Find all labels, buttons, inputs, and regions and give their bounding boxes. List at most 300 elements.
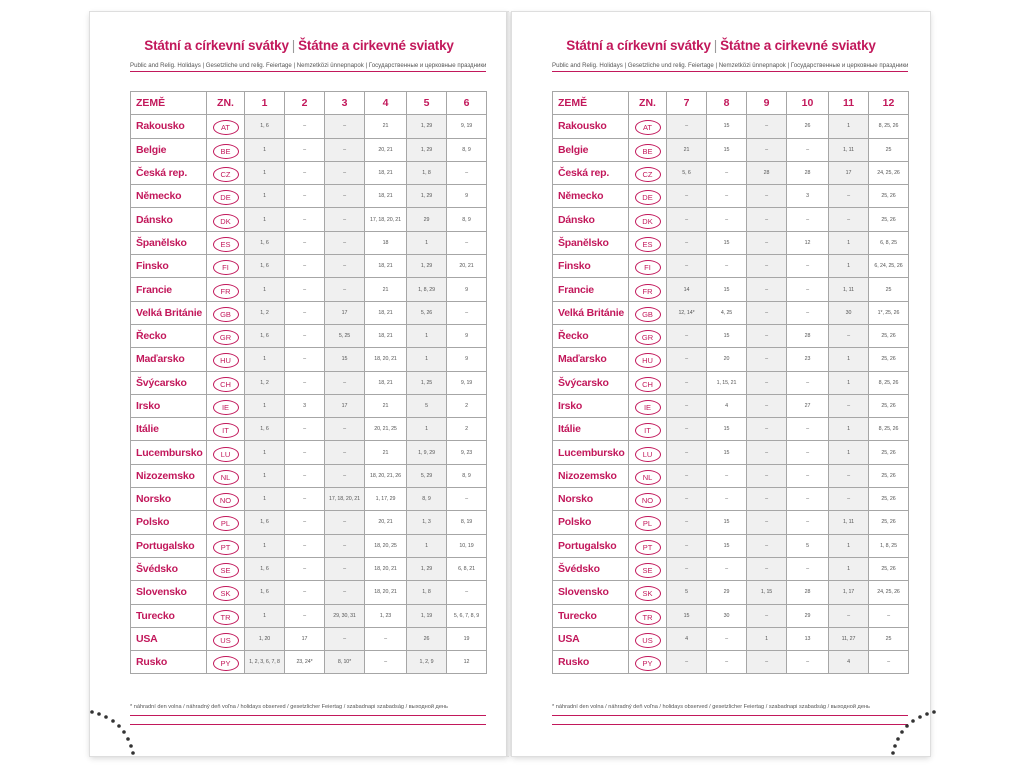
holiday-dates-cell: 1, 11 [829, 511, 869, 534]
country-name: Turecko [131, 604, 207, 627]
holiday-dates-cell: 1, 15, 21 [707, 371, 747, 394]
right-page [512, 12, 930, 756]
holiday-dates-cell: 1, 29 [407, 255, 447, 278]
holiday-dates-cell: 6, 24, 25, 26 [869, 255, 909, 278]
holiday-dates-cell: 5, 29 [407, 464, 447, 487]
country-code-badge: NL [635, 470, 661, 485]
header-month: 6 [447, 92, 487, 115]
holiday-dates-cell: – [747, 534, 787, 557]
country-code-badge: PT [213, 540, 239, 555]
country-code-badge: PY [635, 656, 661, 671]
holiday-dates-cell: – [787, 255, 829, 278]
country-code-badge: US [213, 633, 239, 648]
holiday-dates-cell: 1, 6 [245, 418, 285, 441]
table-row [131, 161, 487, 184]
holiday-dates-cell: 4, 25 [707, 301, 747, 324]
holiday-dates-cell: 10, 19 [447, 534, 487, 557]
table-row [131, 324, 487, 347]
holiday-dates-cell: 28 [747, 161, 787, 184]
country-code-badge: LU [213, 447, 239, 462]
holiday-dates-cell: 29 [407, 208, 447, 231]
country-code-badge: CH [213, 377, 239, 392]
table-row [553, 581, 909, 604]
holiday-dates-cell: 3 [285, 394, 325, 417]
holiday-dates-cell: – [285, 231, 325, 254]
table-row [553, 115, 909, 138]
country-code-cell [207, 627, 245, 650]
country-name: Lucembursko [131, 441, 207, 464]
holiday-dates-cell: 26 [787, 115, 829, 138]
holiday-dates-cell: – [747, 371, 787, 394]
holiday-dates-cell: 29 [707, 581, 747, 604]
holiday-dates-cell: 17 [285, 627, 325, 650]
holiday-dates-cell: 5 [407, 394, 447, 417]
table-row [131, 557, 487, 580]
holiday-dates-cell: 26 [407, 627, 447, 650]
holiday-dates-cell: – [667, 348, 707, 371]
holiday-dates-cell: – [285, 464, 325, 487]
holiday-dates-cell: 25 [869, 627, 909, 650]
country-code-badge: NO [635, 493, 661, 508]
country-code-badge: PT [635, 540, 661, 555]
holiday-dates-cell: 8, 9 [447, 464, 487, 487]
holiday-dates-cell: – [285, 115, 325, 138]
holiday-dates-cell: 1, 17, 29 [365, 488, 407, 511]
holiday-dates-cell: 17, 18, 20, 21 [325, 488, 365, 511]
country-code-cell [207, 511, 245, 534]
holiday-dates-cell: 15 [707, 511, 747, 534]
holiday-dates-cell: 1 [245, 138, 285, 161]
holiday-dates-cell: 17, 18, 20, 21 [365, 208, 407, 231]
holiday-dates-cell: – [869, 604, 909, 627]
holiday-dates-cell: 25, 26 [869, 348, 909, 371]
country-name: Portugalsko [553, 534, 629, 557]
country-code-badge: CZ [213, 167, 239, 182]
country-code-badge: IE [213, 400, 239, 415]
table-row [131, 255, 487, 278]
header-month: 10 [787, 92, 829, 115]
holiday-dates-cell: – [747, 324, 787, 347]
page-subtitle: Public and Relig. Holidays | Gesetzliche und relig. Feiertage | Nemzetközi ünnepnapok | Государственные и церковные праздники [130, 62, 486, 69]
holiday-dates-cell: 1, 2, 9 [407, 651, 447, 674]
footnote: * náhradní den volna / náhradný deň voľna / holidays observed / gesetzlicher Feiertag / szabadnapi szabadság / выходной день [552, 704, 870, 710]
holiday-dates-cell: – [747, 464, 787, 487]
holiday-dates-cell: 1 [829, 231, 869, 254]
table-row [131, 604, 487, 627]
country-code-cell [629, 324, 667, 347]
holiday-dates-cell: 18, 20, 21 [365, 557, 407, 580]
holiday-dates-cell: 1 [407, 324, 447, 347]
country-name: Francie [553, 278, 629, 301]
country-code-cell [629, 115, 667, 138]
country-name: Česká rep. [131, 161, 207, 184]
holiday-dates-cell: – [667, 418, 707, 441]
country-name: Švédsko [553, 557, 629, 580]
country-code-badge: SE [213, 563, 239, 578]
holiday-dates-cell: 15 [707, 534, 747, 557]
table-row [131, 278, 487, 301]
holiday-dates-cell: – [747, 115, 787, 138]
country-name: Maďarsko [131, 348, 207, 371]
holiday-dates-cell: 6, 8, 21 [447, 557, 487, 580]
holiday-dates-cell: 21 [365, 441, 407, 464]
holiday-dates-cell: – [707, 651, 747, 674]
table-row [131, 394, 487, 417]
holiday-dates-cell: 14 [667, 278, 707, 301]
holiday-dates-cell: – [787, 278, 829, 301]
country-code-cell [207, 371, 245, 394]
holiday-dates-cell: 1, 11 [829, 138, 869, 161]
country-name: Finsko [553, 255, 629, 278]
holiday-dates-cell: – [325, 161, 365, 184]
holiday-dates-cell: 30 [707, 604, 747, 627]
country-code-badge: FI [213, 260, 239, 275]
country-name: Belgie [131, 138, 207, 161]
country-name: Německo [131, 185, 207, 208]
holiday-dates-cell: 1 [829, 371, 869, 394]
holiday-dates-cell: – [325, 255, 365, 278]
country-code-badge: PY [213, 656, 239, 671]
table-row [131, 511, 487, 534]
country-code-cell [629, 185, 667, 208]
country-code-cell [207, 278, 245, 301]
footnote-rule [130, 715, 486, 716]
country-code-badge: PL [635, 516, 661, 531]
country-name: Španělsko [553, 231, 629, 254]
table-row [131, 208, 487, 231]
holiday-dates-cell: 9 [447, 324, 487, 347]
holiday-dates-cell: – [747, 301, 787, 324]
country-code-cell [629, 371, 667, 394]
subtitle-rule [130, 71, 486, 72]
subtitle-rule [552, 71, 908, 72]
holiday-dates-cell: 25, 26 [869, 185, 909, 208]
holiday-dates-cell: 25, 26 [869, 441, 909, 464]
table-row [553, 464, 909, 487]
country-code-badge: CZ [635, 167, 661, 182]
holiday-dates-cell: – [285, 371, 325, 394]
country-name: Irsko [553, 394, 629, 417]
country-code-badge: ES [213, 237, 239, 252]
holiday-dates-cell: 15 [707, 138, 747, 161]
country-name: Švédsko [131, 557, 207, 580]
country-name: Norsko [553, 488, 629, 511]
holiday-dates-cell: 15 [325, 348, 365, 371]
holiday-dates-cell: 21 [365, 394, 407, 417]
table-row [131, 651, 487, 674]
country-code-cell [629, 511, 667, 534]
holiday-dates-cell: – [829, 464, 869, 487]
holiday-dates-cell: 28 [787, 324, 829, 347]
holiday-dates-cell: 1, 3 [407, 511, 447, 534]
holiday-dates-cell: – [325, 581, 365, 604]
holiday-dates-cell: – [447, 161, 487, 184]
holiday-dates-cell: 1, 2 [245, 301, 285, 324]
holiday-dates-cell: 17 [325, 301, 365, 324]
holiday-dates-cell: – [747, 231, 787, 254]
table-row [553, 301, 909, 324]
country-name: Maďarsko [553, 348, 629, 371]
country-code-cell [629, 394, 667, 417]
holiday-dates-cell: 18 [365, 231, 407, 254]
holiday-dates-cell: 18, 21 [365, 185, 407, 208]
holiday-dates-cell: 5, 6 [667, 161, 707, 184]
country-name: Rusko [553, 651, 629, 674]
holiday-dates-cell: 1, 29 [407, 185, 447, 208]
holiday-dates-cell: – [667, 394, 707, 417]
holiday-dates-cell: – [667, 371, 707, 394]
holiday-dates-cell: 19 [447, 627, 487, 650]
country-name: Lucembursko [553, 441, 629, 464]
country-code-badge: AT [635, 120, 661, 135]
holiday-dates-cell: 25, 26 [869, 511, 909, 534]
holiday-table-right [552, 91, 909, 674]
holiday-dates-cell: 1, 8 [407, 161, 447, 184]
holiday-dates-cell: – [707, 255, 747, 278]
table-row [553, 348, 909, 371]
holiday-dates-cell: 25, 26 [869, 464, 909, 487]
holiday-dates-cell: 1 [407, 348, 447, 371]
country-code-badge: BE [635, 144, 661, 159]
country-name: Norsko [131, 488, 207, 511]
holiday-dates-cell: 24, 25, 26 [869, 581, 909, 604]
holiday-dates-cell: 23, 24* [285, 651, 325, 674]
holiday-dates-cell: 1, 23 [365, 604, 407, 627]
country-code-cell [207, 604, 245, 627]
country-code-badge: GB [635, 307, 661, 322]
country-code-cell [207, 581, 245, 604]
holiday-dates-cell: 1 [245, 185, 285, 208]
holiday-dates-cell: 1 [407, 534, 447, 557]
holiday-dates-cell: 1, 25 [407, 371, 447, 394]
holiday-dates-cell: 1, 6 [245, 581, 285, 604]
holiday-dates-cell: 1 [829, 418, 869, 441]
holiday-dates-cell: – [285, 324, 325, 347]
holiday-dates-cell: 12 [447, 651, 487, 674]
country-name: Francie [131, 278, 207, 301]
country-code-badge: IT [213, 423, 239, 438]
holiday-dates-cell: – [707, 185, 747, 208]
bottom-rule [130, 724, 486, 725]
holiday-dates-cell: – [325, 231, 365, 254]
holiday-dates-cell: – [747, 255, 787, 278]
holiday-dates-cell: 23 [787, 348, 829, 371]
country-name: Řecko [553, 324, 629, 347]
holiday-dates-cell: – [787, 138, 829, 161]
holiday-dates-cell: – [285, 418, 325, 441]
holiday-dates-cell: 1, 29 [407, 557, 447, 580]
header-month: 3 [325, 92, 365, 115]
holiday-dates-cell: 4 [667, 627, 707, 650]
holiday-dates-cell: – [667, 534, 707, 557]
header-country: ZEMĚ [553, 92, 629, 115]
holiday-dates-cell: – [747, 441, 787, 464]
holiday-dates-cell: 18, 21 [365, 161, 407, 184]
holiday-dates-cell: – [325, 278, 365, 301]
holiday-dates-cell: 1 [407, 418, 447, 441]
country-code-badge: CH [635, 377, 661, 392]
holiday-dates-cell: 18, 21 [365, 301, 407, 324]
table-row [131, 115, 487, 138]
country-code-cell [629, 138, 667, 161]
table-row [553, 441, 909, 464]
country-code-cell [207, 534, 245, 557]
holiday-dates-cell: – [707, 627, 747, 650]
header-month: 11 [829, 92, 869, 115]
holiday-dates-cell: – [285, 208, 325, 231]
holiday-dates-cell: 24, 25, 26 [869, 161, 909, 184]
country-code-badge: GR [635, 330, 661, 345]
country-name: Belgie [553, 138, 629, 161]
holiday-dates-cell: – [447, 581, 487, 604]
holiday-dates-cell: – [747, 511, 787, 534]
holiday-dates-cell: – [747, 185, 787, 208]
holiday-dates-cell: – [447, 488, 487, 511]
holiday-dates-cell: 1, 8, 29 [407, 278, 447, 301]
holiday-dates-cell: – [787, 371, 829, 394]
table-row [131, 185, 487, 208]
holiday-dates-cell: – [707, 161, 747, 184]
holiday-dates-cell: – [747, 348, 787, 371]
country-name: Nizozemsko [131, 464, 207, 487]
holiday-dates-cell: 6, 8, 25 [869, 231, 909, 254]
holiday-dates-cell: 8, 9 [447, 138, 487, 161]
left-page [90, 12, 508, 756]
holiday-dates-cell: – [285, 557, 325, 580]
country-name: Itálie [131, 418, 207, 441]
holiday-dates-cell: 1 [747, 627, 787, 650]
holiday-dates-cell: – [285, 255, 325, 278]
holiday-dates-cell: 18, 20, 25 [365, 534, 407, 557]
holiday-dates-cell: – [285, 441, 325, 464]
holiday-dates-cell: – [667, 208, 707, 231]
holiday-dates-cell: 1, 20 [245, 627, 285, 650]
holiday-dates-cell: 20 [707, 348, 747, 371]
holiday-dates-cell: 8, 25, 26 [869, 115, 909, 138]
holiday-dates-cell: 8, 10* [325, 651, 365, 674]
holiday-dates-cell: 1, 8, 25 [869, 534, 909, 557]
holiday-dates-cell: – [667, 441, 707, 464]
country-code-badge: GB [213, 307, 239, 322]
country-code-badge: IT [635, 423, 661, 438]
holiday-dates-cell: – [285, 161, 325, 184]
holiday-dates-cell: 1, 6 [245, 324, 285, 347]
title-separator: | [291, 38, 296, 53]
holiday-dates-cell: – [325, 464, 365, 487]
table-row [553, 208, 909, 231]
country-code-badge: NO [213, 493, 239, 508]
holiday-dates-cell: 1 [245, 441, 285, 464]
holiday-dates-cell: – [667, 651, 707, 674]
holiday-dates-cell: – [747, 604, 787, 627]
holiday-dates-cell: – [787, 418, 829, 441]
holiday-dates-cell: – [325, 115, 365, 138]
holiday-dates-cell: – [667, 324, 707, 347]
holiday-table-left [130, 91, 487, 674]
country-code-cell [207, 464, 245, 487]
country-name: Rusko [131, 651, 207, 674]
country-name: Švýcarsko [553, 371, 629, 394]
country-name: Turecko [553, 604, 629, 627]
holiday-dates-cell: – [667, 115, 707, 138]
holiday-dates-cell: – [747, 208, 787, 231]
holiday-dates-cell: 1, 2, 3, 6, 7, 8 [245, 651, 285, 674]
holiday-dates-cell: – [787, 441, 829, 464]
country-name: Řecko [131, 324, 207, 347]
country-code-cell [207, 161, 245, 184]
holiday-dates-cell: 15 [707, 115, 747, 138]
country-code-badge: PL [213, 516, 239, 531]
holiday-dates-cell: – [787, 557, 829, 580]
country-code-cell [629, 557, 667, 580]
holiday-dates-cell: 5 [667, 581, 707, 604]
table-row [553, 557, 909, 580]
table-row [553, 394, 909, 417]
country-code-cell [629, 464, 667, 487]
country-code-cell [629, 231, 667, 254]
holiday-dates-cell: 9, 19 [447, 115, 487, 138]
country-code-cell [629, 418, 667, 441]
holiday-dates-cell: 20, 21 [365, 138, 407, 161]
table-row [553, 627, 909, 650]
table-row [553, 488, 909, 511]
country-code-cell [207, 441, 245, 464]
holiday-dates-cell: – [787, 208, 829, 231]
holiday-dates-cell: 21 [365, 278, 407, 301]
country-code-badge: DK [635, 214, 661, 229]
table-row [131, 441, 487, 464]
country-code-cell [207, 138, 245, 161]
header-month: 9 [747, 92, 787, 115]
table-row [553, 185, 909, 208]
country-code-badge: FR [213, 284, 239, 299]
holiday-dates-cell: 1*, 25, 26 [869, 301, 909, 324]
country-name: Velká Británie [131, 301, 207, 324]
country-name: Polsko [131, 511, 207, 534]
holiday-dates-cell: 1 [245, 464, 285, 487]
holiday-dates-cell: – [747, 557, 787, 580]
holiday-dates-cell: 18, 21 [365, 255, 407, 278]
country-code-cell [629, 488, 667, 511]
holiday-dates-cell: – [747, 138, 787, 161]
table-row [131, 488, 487, 511]
holiday-dates-cell: 28 [787, 161, 829, 184]
holiday-dates-cell: 18, 21 [365, 324, 407, 347]
holiday-dates-cell: 29 [787, 604, 829, 627]
country-code-cell [629, 534, 667, 557]
holiday-dates-cell: 20, 21 [365, 511, 407, 534]
holiday-dates-cell: 20, 21, 25 [365, 418, 407, 441]
country-code-cell [207, 255, 245, 278]
header-code: ZN. [629, 92, 667, 115]
country-code-cell [629, 604, 667, 627]
title-slovak: Štátne a cirkevné sviatky [298, 38, 454, 53]
holiday-dates-cell: – [325, 557, 365, 580]
country-code-cell [207, 208, 245, 231]
holiday-dates-cell: 12, 14* [667, 301, 707, 324]
holiday-dates-cell: – [365, 651, 407, 674]
holiday-dates-cell: – [787, 488, 829, 511]
table-row [553, 651, 909, 674]
holiday-dates-cell: 25 [869, 278, 909, 301]
holiday-dates-cell: – [285, 488, 325, 511]
country-code-cell [207, 651, 245, 674]
holiday-dates-cell: 1, 15 [747, 581, 787, 604]
country-name: Velká Británie [553, 301, 629, 324]
country-name: Dánsko [553, 208, 629, 231]
country-code-badge: NL [213, 470, 239, 485]
holiday-dates-cell: – [285, 581, 325, 604]
